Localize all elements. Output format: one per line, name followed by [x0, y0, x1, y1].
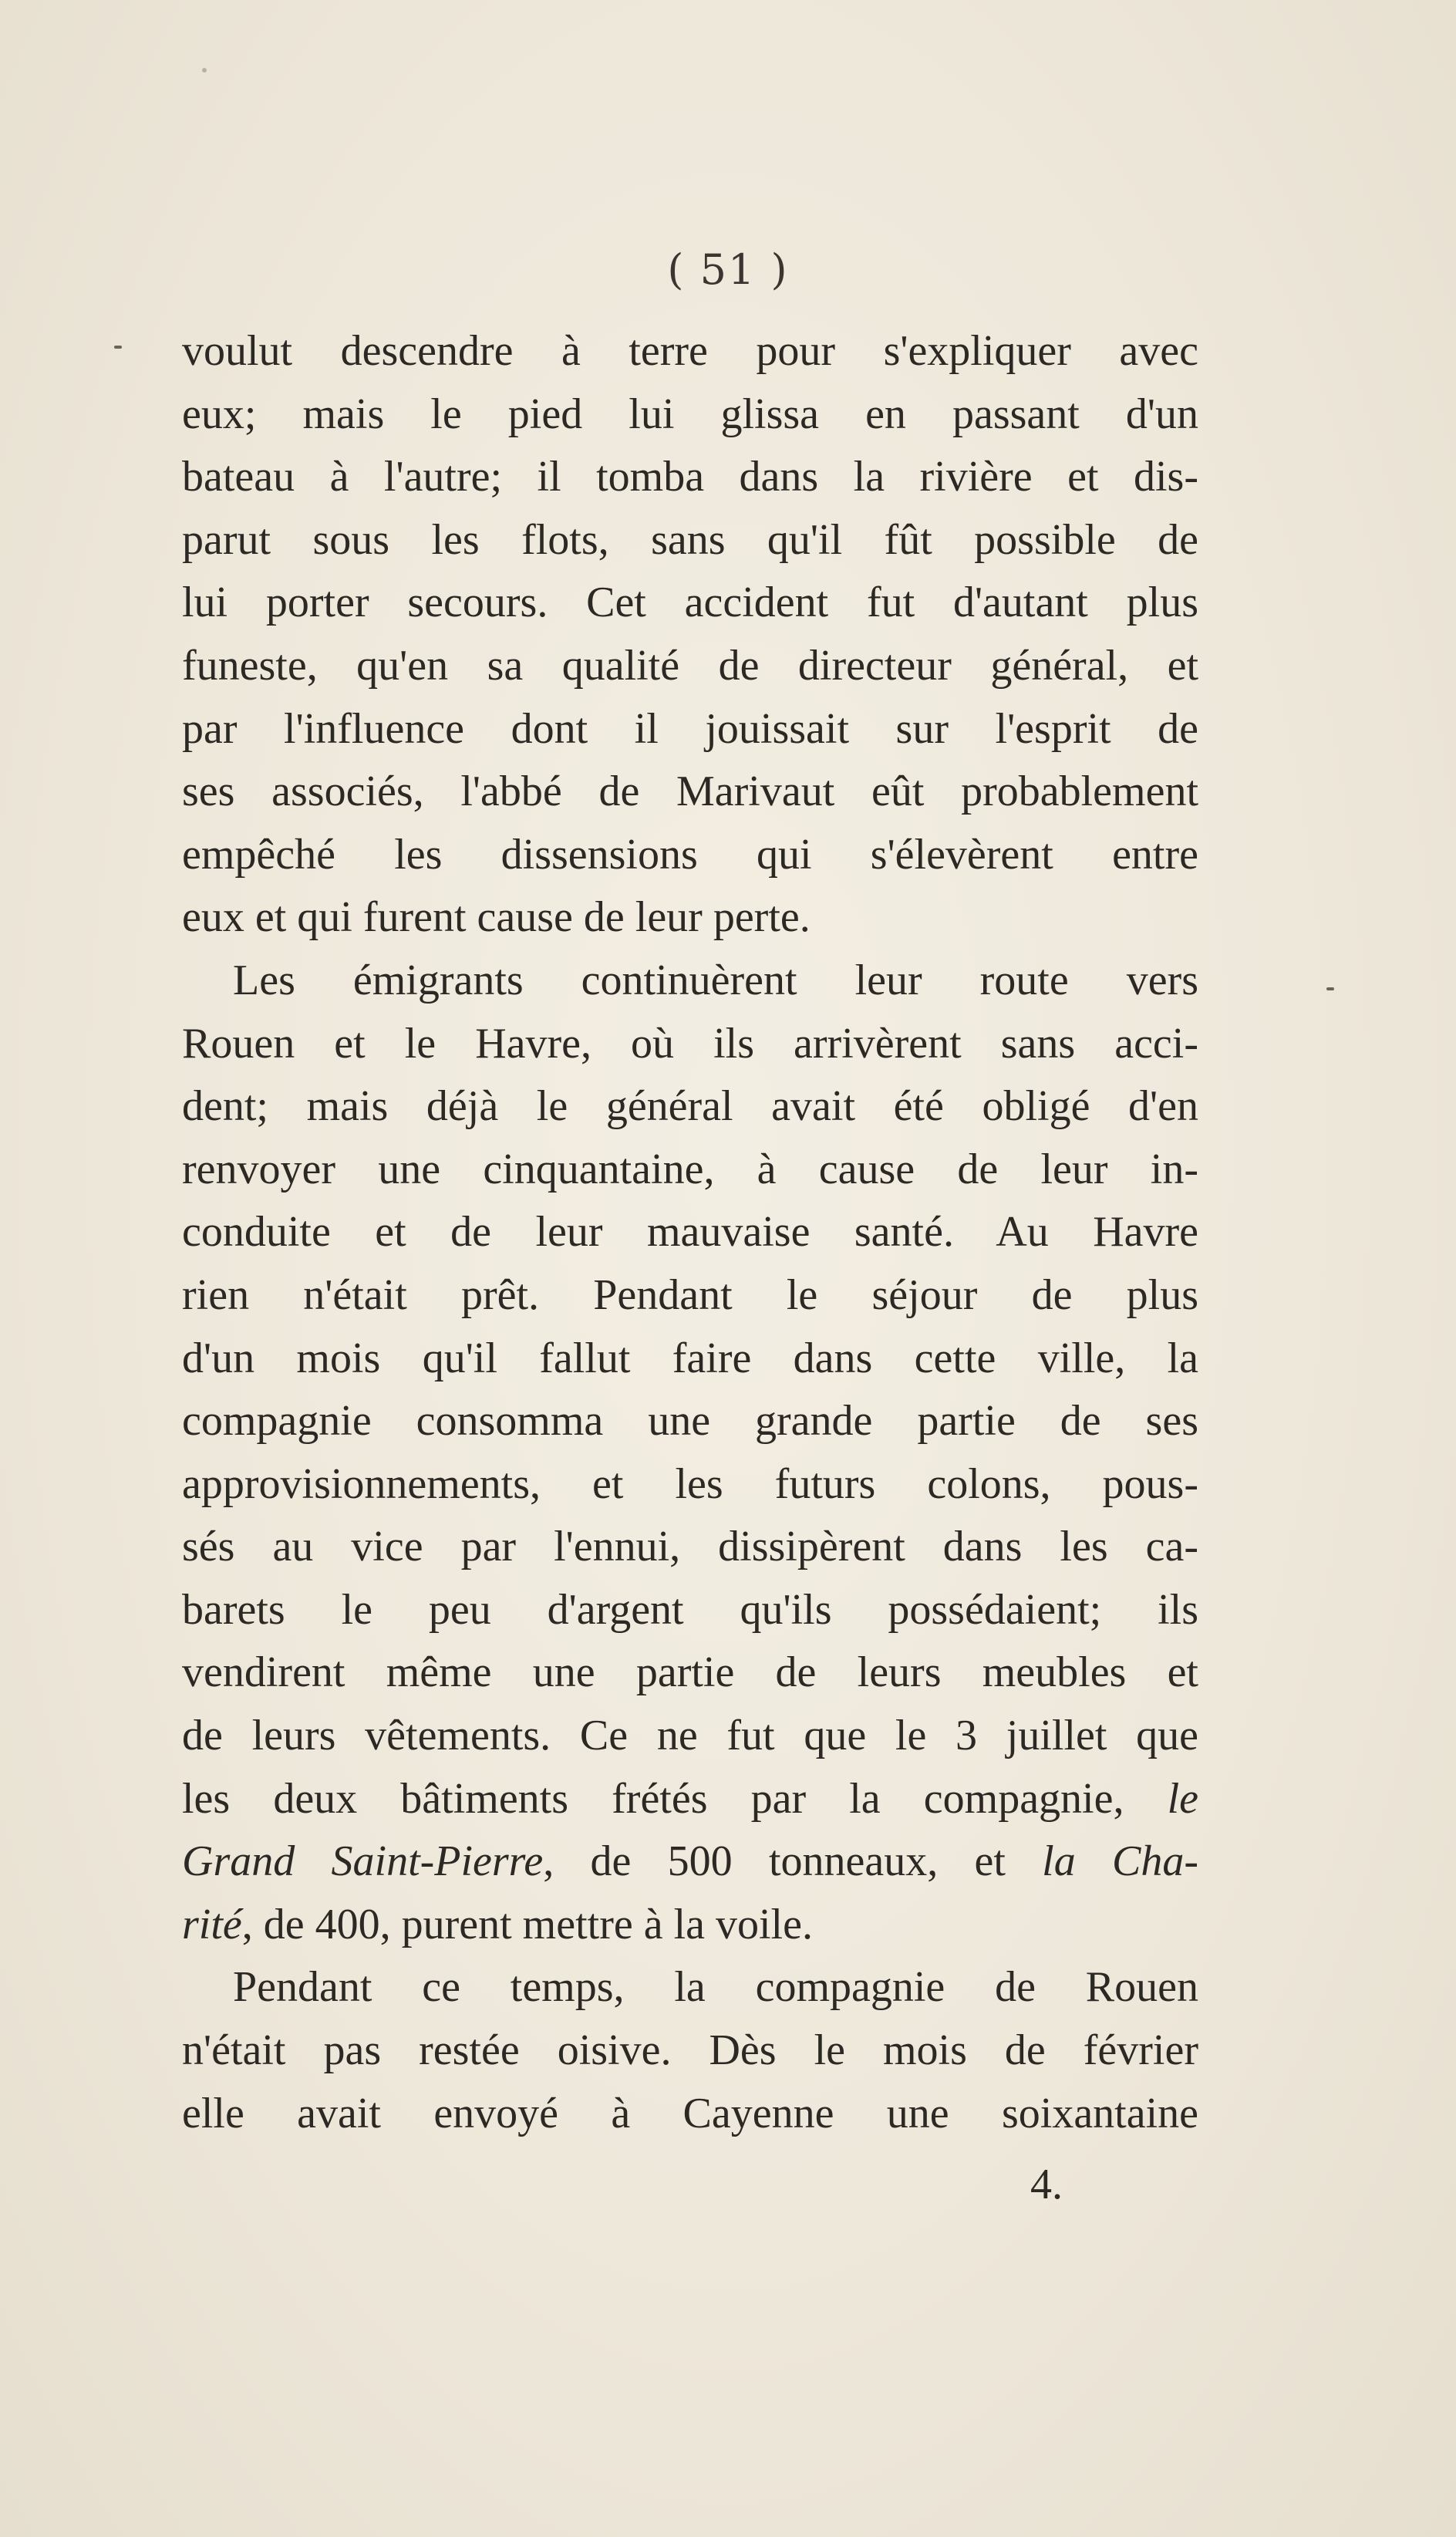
text-line: ses associés, l'abbé de Marivaut eût probablement [182, 768, 1198, 816]
text-line: renvoyer une cinquantaine, à cause de leur in- [182, 1145, 1198, 1193]
text-line: eux et qui furent cause de leur perte. [182, 893, 811, 942]
text-line [182, 1768, 1198, 1831]
text-line: voulut descendre à terre pour s'expliquer avec [182, 327, 1198, 375]
text-line: sés au vice par l'ennui, dissipèrent dans les ca- [182, 1523, 1198, 1571]
margin-mark [114, 346, 122, 349]
text-line: d'un mois qu'il fallut faire dans cette ville, la [182, 1334, 1198, 1382]
italic-title: Grand Saint-Pierre [182, 1837, 544, 1886]
text-line: parut sous les flots, sans qu'il fût possible de [182, 515, 1198, 564]
text-line: Pendant ce temps, la compagnie de Rouen [233, 1963, 1198, 2012]
text-line: de leurs vêtements. Ce ne fut que le 3 juillet que [182, 1712, 1198, 1760]
margin-mark [1326, 987, 1334, 990]
text-line: eux; mais le pied lui glissa en passant d'un [182, 390, 1198, 438]
text-line: funeste, qu'en sa qualité de directeur général, et [182, 641, 1198, 690]
text-segment: les deux bâtiments frétés par la compagnie, [182, 1774, 1168, 1823]
text-line: empêché les dissensions qui s'élevèrent entre [182, 830, 1198, 879]
signature-mark: 4. [1030, 2161, 1063, 2208]
page-number-header: ( 51 ) [667, 245, 789, 294]
text-line: n'était pas restée oisive. Dès le mois de février [182, 2026, 1198, 2075]
text-line: conduite et de leur mauvaise santé. Au Havre [182, 1208, 1198, 1257]
italic-title: la Cha- [1042, 1837, 1199, 1886]
text-line: Rouen et le Havre, où ils arrivèrent sans acci- [182, 1019, 1198, 1068]
text-line: rien n'était prêt. Pendant le séjour de plus [182, 1270, 1198, 1319]
text-segment: , de 400, purent mettre à la voile. [241, 1900, 813, 1948]
text-line: barets le peu d'argent qu'ils possédaient; ils [182, 1585, 1198, 1634]
italic-title: le [1167, 1774, 1198, 1823]
text-line: vendirent même une partie de leurs meubles et [182, 1648, 1198, 1697]
text-line: compagnie consomma une grande partie de ses [182, 1397, 1198, 1446]
text-line: elle avait envoyé à Cayenne une soixantaine [182, 2089, 1198, 2137]
text-segment: , de 500 tonneaux, et [543, 1837, 1043, 1886]
text-line: lui porter secours. Cet accident fut d'autant plus [182, 579, 1198, 627]
body-text [182, 320, 1198, 2145]
text-line [182, 1830, 1198, 1894]
text-line: Les émigrants continuèrent leur route vers [233, 956, 1198, 1004]
text-line: par l'influence dont il jouissait sur l'esprit de [182, 704, 1198, 753]
text-line: dent; mais déjà le général avait été obligé d'en [182, 1082, 1198, 1131]
text-line [182, 1894, 1198, 1957]
paper-speck [202, 68, 207, 73]
text-line: approvisionnements, et les futurs colons, pous- [182, 1459, 1198, 1508]
italic-title: rité [182, 1900, 242, 1948]
text-line: bateau à l'autre; il tomba dans la rivière et dis- [182, 453, 1198, 501]
